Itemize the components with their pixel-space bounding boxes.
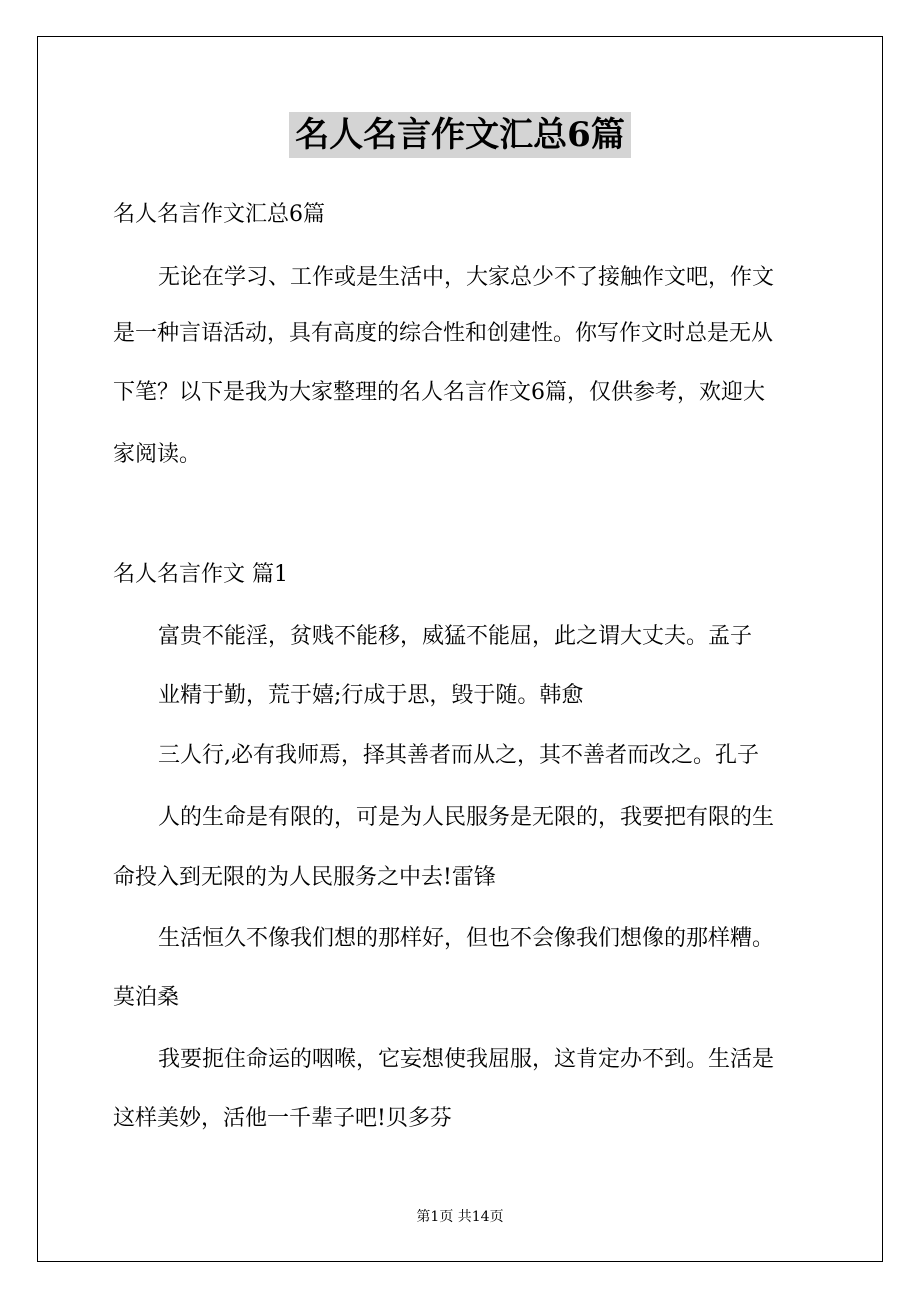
quote-line-9: 这样美妙，活他一千辈子吧!贝多芬	[113, 1106, 452, 1131]
quote-line-1: 富贵不能淫，贫贱不能移，威猛不能屈，此之谓大丈夫。孟子	[158, 624, 753, 649]
intro-line-4: 家阅读。	[113, 442, 202, 467]
intro-line-1: 无论在学习、工作或是生活中，大家总少不了接触作文吧，作文	[158, 265, 775, 290]
section-heading: 名人名言作文 篇1	[113, 562, 288, 587]
quote-line-7: 莫泊桑	[113, 985, 180, 1010]
intro-line-3: 下笔？以下是我为大家整理的名人名言作文6篇，仅供参考，欢迎大	[113, 380, 765, 405]
quote-line-3: 三人行,必有我师焉，择其善者而从之，其不善者而改之。孔子	[158, 743, 759, 768]
quote-line-8: 我要扼住命运的咽喉，它妄想使我屈服，这肯定办不到。生活是	[158, 1047, 775, 1072]
quote-line-4: 人的生命是有限的，可是为人民服务是无限的，我要把有限的生	[158, 805, 775, 830]
document-title: 名人名言作文汇总6篇	[289, 112, 631, 158]
quote-line-2: 业精于勤，荒于嬉;行成于思，毁于随。韩愈	[158, 683, 584, 708]
page-footer: 第1页 共14页	[416, 1209, 504, 1225]
quote-line-6: 生活恒久不像我们想的那样好，但也不会像我们想像的那样糟。	[158, 926, 775, 951]
intro-line-2: 是一种言语活动，具有高度的综合性和创建性。你写作文时总是无从	[113, 321, 774, 346]
quote-line-5: 命投入到无限的为人民服务之中去!雷锋	[113, 865, 496, 890]
document-subtitle: 名人名言作文汇总6篇	[113, 202, 325, 227]
